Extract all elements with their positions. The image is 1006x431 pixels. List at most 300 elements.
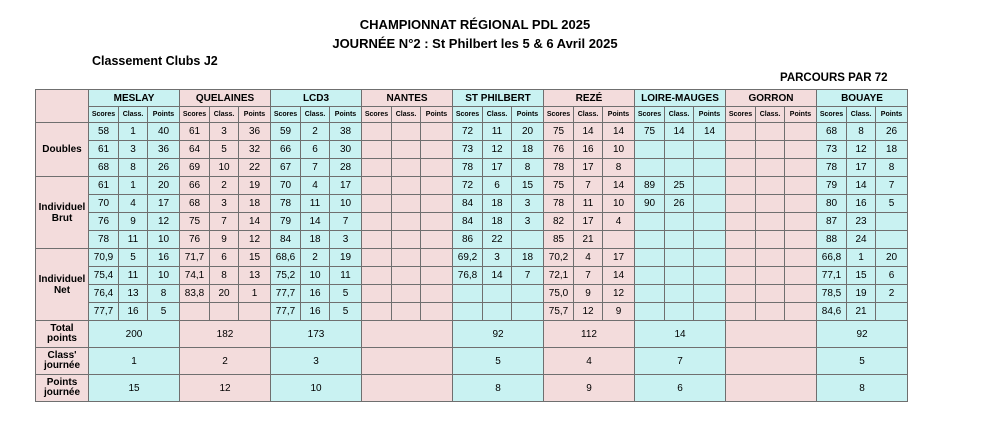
class-cell xyxy=(756,285,785,303)
points-cell: 17 xyxy=(330,177,362,195)
class-cell: 19 xyxy=(847,285,876,303)
score-cell: 66,8 xyxy=(817,249,847,267)
points-cell xyxy=(694,303,726,321)
corner-cell xyxy=(36,90,89,123)
points-cell xyxy=(785,231,817,249)
score-cell: 77,7 xyxy=(89,303,119,321)
class-cell: 17 xyxy=(847,159,876,177)
points-cell xyxy=(421,123,453,141)
class-cell: 4 xyxy=(301,177,330,195)
class-cell xyxy=(392,249,421,267)
class-cell: 3 xyxy=(119,141,148,159)
class-cell: 7 xyxy=(210,213,239,231)
points-cell: 13 xyxy=(239,267,271,285)
score-cell: 84 xyxy=(271,231,301,249)
table-row xyxy=(36,177,908,195)
score-cell xyxy=(726,141,756,159)
summary-value: 182 xyxy=(180,321,271,348)
score-cell: 75,0 xyxy=(544,285,574,303)
summary-value: 10 xyxy=(271,375,362,402)
class-cell xyxy=(392,213,421,231)
score-cell: 69 xyxy=(180,159,210,177)
score-cell: 73 xyxy=(817,141,847,159)
points-cell xyxy=(694,177,726,195)
sub-header: Scores xyxy=(817,107,847,123)
class-cell xyxy=(665,285,694,303)
score-cell: 75,4 xyxy=(89,267,119,285)
sub-header: Class. xyxy=(847,107,876,123)
sub-header: Scores xyxy=(726,107,756,123)
sub-header: Scores xyxy=(180,107,210,123)
points-cell: 18 xyxy=(239,195,271,213)
score-cell xyxy=(726,249,756,267)
club-header: BOUAYE xyxy=(817,90,908,107)
points-cell: 14 xyxy=(603,267,635,285)
score-cell: 76 xyxy=(544,141,574,159)
sub-header: Points xyxy=(148,107,180,123)
class-cell: 1 xyxy=(119,177,148,195)
points-cell: 9 xyxy=(603,303,635,321)
score-cell xyxy=(362,141,392,159)
points-cell: 32 xyxy=(239,141,271,159)
score-cell: 61 xyxy=(180,123,210,141)
class-cell: 15 xyxy=(847,267,876,285)
class-cell: 3 xyxy=(210,195,239,213)
points-cell xyxy=(239,303,271,321)
points-cell xyxy=(421,231,453,249)
summary-value: 8 xyxy=(817,375,908,402)
section-label: Doubles xyxy=(36,123,89,177)
sub-header: Class. xyxy=(756,107,785,123)
class-cell xyxy=(756,141,785,159)
sub-header: Class. xyxy=(665,107,694,123)
class-cell: 4 xyxy=(119,195,148,213)
class-cell: 11 xyxy=(119,231,148,249)
sub-header: Class. xyxy=(301,107,330,123)
points-cell xyxy=(785,303,817,321)
points-cell: 26 xyxy=(148,159,180,177)
sub-header: Scores xyxy=(271,107,301,123)
score-cell xyxy=(635,213,665,231)
table-row xyxy=(36,231,908,249)
class-cell: 18 xyxy=(301,231,330,249)
class-cell xyxy=(483,285,512,303)
points-cell xyxy=(785,249,817,267)
points-cell xyxy=(785,195,817,213)
score-cell xyxy=(726,267,756,285)
score-cell xyxy=(362,213,392,231)
class-cell: 1 xyxy=(119,123,148,141)
class-cell xyxy=(210,303,239,321)
points-cell xyxy=(421,303,453,321)
points-cell xyxy=(785,177,817,195)
class-cell xyxy=(756,177,785,195)
points-cell: 19 xyxy=(239,177,271,195)
points-cell: 30 xyxy=(330,141,362,159)
score-cell xyxy=(635,249,665,267)
sub-header: Points xyxy=(876,107,908,123)
points-cell: 4 xyxy=(603,213,635,231)
score-cell: 59 xyxy=(271,123,301,141)
points-cell xyxy=(512,285,544,303)
class-cell xyxy=(756,123,785,141)
table-row xyxy=(36,195,908,213)
class-cell: 18 xyxy=(483,195,512,213)
points-cell: 11 xyxy=(330,267,362,285)
class-cell xyxy=(392,231,421,249)
class-cell xyxy=(392,159,421,177)
summary-value xyxy=(362,321,453,348)
score-cell: 75,7 xyxy=(544,303,574,321)
points-cell xyxy=(421,267,453,285)
score-cell: 75 xyxy=(635,123,665,141)
class-cell: 6 xyxy=(210,249,239,267)
points-cell xyxy=(694,195,726,213)
score-cell xyxy=(362,267,392,285)
class-cell: 12 xyxy=(847,141,876,159)
class-cell: 10 xyxy=(301,267,330,285)
score-cell: 84 xyxy=(453,195,483,213)
points-cell xyxy=(694,213,726,231)
sub-header: Points xyxy=(421,107,453,123)
sub-header: Points xyxy=(603,107,635,123)
class-cell: 13 xyxy=(119,285,148,303)
points-cell xyxy=(785,285,817,303)
score-cell xyxy=(726,123,756,141)
points-cell: 1 xyxy=(239,285,271,303)
points-cell: 7 xyxy=(876,177,908,195)
summary-value: 5 xyxy=(453,348,544,375)
summary-value: 6 xyxy=(635,375,726,402)
club-header: ST PHILBERT xyxy=(453,90,544,107)
points-cell: 15 xyxy=(512,177,544,195)
class-cell xyxy=(392,303,421,321)
score-cell: 84 xyxy=(453,213,483,231)
class-cell: 9 xyxy=(574,285,603,303)
summary-label: Class' journée xyxy=(36,348,89,375)
summary-value: 2 xyxy=(180,348,271,375)
score-cell xyxy=(362,231,392,249)
class-cell: 16 xyxy=(574,141,603,159)
summary-value: 8 xyxy=(453,375,544,402)
class-cell xyxy=(756,303,785,321)
points-cell: 12 xyxy=(148,213,180,231)
class-cell: 16 xyxy=(301,303,330,321)
summary-label: Total points xyxy=(36,321,89,348)
class-cell: 1 xyxy=(847,249,876,267)
score-cell: 77,1 xyxy=(817,267,847,285)
summary-value: 1 xyxy=(89,348,180,375)
points-cell: 10 xyxy=(603,141,635,159)
points-cell: 19 xyxy=(330,249,362,267)
sub-header: Scores xyxy=(362,107,392,123)
points-cell: 5 xyxy=(330,303,362,321)
class-cell: 25 xyxy=(665,177,694,195)
points-cell: 8 xyxy=(148,285,180,303)
points-cell: 8 xyxy=(603,159,635,177)
score-cell: 71,7 xyxy=(180,249,210,267)
score-cell xyxy=(362,123,392,141)
score-cell xyxy=(726,213,756,231)
points-cell xyxy=(421,285,453,303)
points-cell xyxy=(421,249,453,267)
score-cell xyxy=(453,285,483,303)
summary-row xyxy=(36,348,908,375)
class-cell xyxy=(665,141,694,159)
summary-value: 3 xyxy=(271,348,362,375)
class-cell xyxy=(756,213,785,231)
points-cell: 5 xyxy=(148,303,180,321)
sub-header: Scores xyxy=(635,107,665,123)
summary-value: 92 xyxy=(453,321,544,348)
points-cell xyxy=(512,231,544,249)
table-row xyxy=(36,141,908,159)
score-cell: 77,7 xyxy=(271,285,301,303)
sub-header: Class. xyxy=(210,107,239,123)
score-cell: 78 xyxy=(89,231,119,249)
sub-header: Class. xyxy=(574,107,603,123)
club-header: LOIRE-MAUGES xyxy=(635,90,726,107)
points-cell: 7 xyxy=(512,267,544,285)
class-cell: 2 xyxy=(301,123,330,141)
score-cell: 72 xyxy=(453,177,483,195)
score-cell: 61 xyxy=(89,177,119,195)
class-cell: 21 xyxy=(847,303,876,321)
sub-header: Scores xyxy=(453,107,483,123)
score-cell xyxy=(635,141,665,159)
subtitle: Classement Clubs J2 xyxy=(92,54,218,68)
summary-value xyxy=(362,375,453,402)
points-cell: 6 xyxy=(876,267,908,285)
points-cell xyxy=(785,213,817,231)
score-cell: 79 xyxy=(817,177,847,195)
club-header: QUELAINES xyxy=(180,90,271,107)
class-cell: 12 xyxy=(483,141,512,159)
points-cell: 3 xyxy=(330,231,362,249)
points-cell: 36 xyxy=(239,123,271,141)
score-cell xyxy=(635,303,665,321)
score-cell: 78 xyxy=(817,159,847,177)
score-cell: 82 xyxy=(544,213,574,231)
score-cell: 70 xyxy=(271,177,301,195)
points-cell: 10 xyxy=(148,267,180,285)
summary-value: 7 xyxy=(635,348,726,375)
score-cell xyxy=(362,195,392,213)
class-cell: 14 xyxy=(483,267,512,285)
score-cell: 75,2 xyxy=(271,267,301,285)
score-cell: 67 xyxy=(271,159,301,177)
score-cell: 78 xyxy=(544,159,574,177)
points-cell xyxy=(785,123,817,141)
score-cell: 86 xyxy=(453,231,483,249)
summary-row xyxy=(36,375,908,402)
class-cell: 2 xyxy=(301,249,330,267)
summary-value: 9 xyxy=(544,375,635,402)
sub-header: Points xyxy=(330,107,362,123)
class-cell: 2 xyxy=(210,177,239,195)
score-cell: 83,8 xyxy=(180,285,210,303)
score-cell: 68,6 xyxy=(271,249,301,267)
score-cell: 76,8 xyxy=(453,267,483,285)
points-cell: 36 xyxy=(148,141,180,159)
points-cell: 17 xyxy=(603,249,635,267)
table-row xyxy=(36,249,908,267)
class-cell: 14 xyxy=(847,177,876,195)
class-cell: 21 xyxy=(574,231,603,249)
score-cell: 76 xyxy=(180,231,210,249)
class-cell: 7 xyxy=(574,177,603,195)
score-cell: 68 xyxy=(180,195,210,213)
class-cell xyxy=(665,231,694,249)
class-cell xyxy=(756,249,785,267)
points-cell xyxy=(421,213,453,231)
summary-value xyxy=(362,348,453,375)
points-cell xyxy=(785,159,817,177)
class-cell: 23 xyxy=(847,213,876,231)
table-row xyxy=(36,285,908,303)
class-cell: 3 xyxy=(483,249,512,267)
class-cell: 4 xyxy=(574,249,603,267)
summary-value: 15 xyxy=(89,375,180,402)
club-header: MESLAY xyxy=(89,90,180,107)
class-cell: 9 xyxy=(210,231,239,249)
class-cell xyxy=(665,213,694,231)
score-cell xyxy=(635,267,665,285)
points-cell: 8 xyxy=(512,159,544,177)
class-cell: 7 xyxy=(301,159,330,177)
score-cell xyxy=(362,249,392,267)
score-cell: 89 xyxy=(635,177,665,195)
points-cell: 10 xyxy=(603,195,635,213)
score-cell xyxy=(635,231,665,249)
summary-value: 4 xyxy=(544,348,635,375)
points-cell: 18 xyxy=(512,141,544,159)
class-cell: 24 xyxy=(847,231,876,249)
points-cell: 5 xyxy=(876,195,908,213)
class-cell: 16 xyxy=(847,195,876,213)
points-cell xyxy=(876,213,908,231)
summary-label: Points journée xyxy=(36,375,89,402)
points-cell: 12 xyxy=(603,285,635,303)
class-cell: 17 xyxy=(574,213,603,231)
score-cell: 76 xyxy=(89,213,119,231)
points-cell: 3 xyxy=(512,213,544,231)
score-cell: 75 xyxy=(180,213,210,231)
points-cell: 12 xyxy=(239,231,271,249)
points-cell xyxy=(603,231,635,249)
class-cell: 6 xyxy=(301,141,330,159)
points-cell: 7 xyxy=(330,213,362,231)
class-cell xyxy=(756,195,785,213)
score-cell xyxy=(362,177,392,195)
points-cell: 15 xyxy=(239,249,271,267)
score-cell: 66 xyxy=(271,141,301,159)
score-cell: 85 xyxy=(544,231,574,249)
score-cell xyxy=(726,303,756,321)
points-cell: 16 xyxy=(148,249,180,267)
score-cell: 77,7 xyxy=(271,303,301,321)
points-cell xyxy=(876,231,908,249)
points-cell: 26 xyxy=(876,123,908,141)
summary-value xyxy=(726,348,817,375)
club-header: NANTES xyxy=(362,90,453,107)
score-cell: 75 xyxy=(544,123,574,141)
score-cell: 61 xyxy=(89,141,119,159)
points-cell: 18 xyxy=(512,249,544,267)
table-row xyxy=(36,213,908,231)
points-cell: 40 xyxy=(148,123,180,141)
score-cell xyxy=(726,177,756,195)
sub-header: Points xyxy=(785,107,817,123)
score-cell xyxy=(635,285,665,303)
class-cell: 14 xyxy=(574,123,603,141)
class-cell: 11 xyxy=(483,123,512,141)
club-header: GORRON xyxy=(726,90,817,107)
class-cell xyxy=(665,267,694,285)
points-cell xyxy=(694,285,726,303)
club-header: REZÉ xyxy=(544,90,635,107)
points-cell xyxy=(785,141,817,159)
score-cell xyxy=(726,285,756,303)
points-cell: 20 xyxy=(148,177,180,195)
class-cell: 8 xyxy=(847,123,876,141)
points-cell xyxy=(421,195,453,213)
points-cell: 28 xyxy=(330,159,362,177)
score-cell: 78 xyxy=(271,195,301,213)
class-cell: 20 xyxy=(210,285,239,303)
points-cell: 20 xyxy=(876,249,908,267)
points-cell: 5 xyxy=(330,285,362,303)
class-cell xyxy=(392,141,421,159)
summary-value: 5 xyxy=(817,348,908,375)
class-cell: 14 xyxy=(665,123,694,141)
sub-header: Class. xyxy=(392,107,421,123)
class-cell xyxy=(756,231,785,249)
section-label: Individuel Brut xyxy=(36,177,89,249)
club-header-row xyxy=(36,90,908,107)
score-cell: 79 xyxy=(271,213,301,231)
summary-value: 12 xyxy=(180,375,271,402)
points-cell: 22 xyxy=(239,159,271,177)
score-cell xyxy=(726,159,756,177)
class-cell: 26 xyxy=(665,195,694,213)
score-cell: 84,6 xyxy=(817,303,847,321)
score-cell: 80 xyxy=(817,195,847,213)
score-cell xyxy=(362,159,392,177)
class-cell: 11 xyxy=(574,195,603,213)
class-cell: 6 xyxy=(483,177,512,195)
summary-row xyxy=(36,321,908,348)
sub-header: Points xyxy=(512,107,544,123)
class-cell: 14 xyxy=(301,213,330,231)
title-line-1: CHAMPIONNAT RÉGIONAL PDL 2025 xyxy=(359,17,591,32)
class-cell: 11 xyxy=(301,195,330,213)
points-cell: 38 xyxy=(330,123,362,141)
title-line-2: JOURNÉE N°2 : St Philbert les 5 & 6 Avril 2025 xyxy=(332,36,618,51)
classement-table xyxy=(35,89,908,402)
points-cell xyxy=(694,141,726,159)
class-cell: 16 xyxy=(301,285,330,303)
class-cell: 5 xyxy=(119,249,148,267)
score-cell: 70,2 xyxy=(544,249,574,267)
score-cell: 74,1 xyxy=(180,267,210,285)
points-cell xyxy=(421,177,453,195)
summary-value: 200 xyxy=(89,321,180,348)
score-cell: 72,1 xyxy=(544,267,574,285)
summary-value: 112 xyxy=(544,321,635,348)
table-row xyxy=(36,159,908,177)
score-cell: 64 xyxy=(180,141,210,159)
